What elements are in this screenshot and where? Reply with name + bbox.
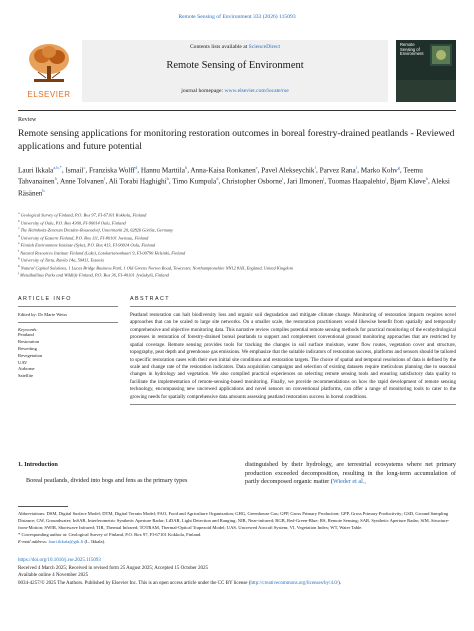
contents-line [82,44,388,50]
affiliation-marker: e [18,241,20,246]
citation-link[interactable]: Wieder et al., [332,478,366,486]
author-separator: , [105,177,109,186]
affiliation-text: Geological Survey of Finland, P.O. Box 97, FI-67101 Kokkola, Finland [19,212,147,218]
keyword-item: Satellite [18,373,34,379]
journal-banner [82,40,388,102]
article-type: Review [18,117,37,123]
intro-right-text: distinguished by their hydrology, are terrestrial ecosystems where net primary production exceeded decomposition, resulting in the long-term accumulation of partly decomposed organic matter ( [245,461,456,486]
affiliation-item [18,211,456,219]
license-prefix: 0034-4257/© 2025 The Authors. Published by Elsevier Inc. This is an open access article under the CC BY license ( [18,580,251,586]
author-affiliation-marker[interactable]: d [135,165,138,170]
affiliation-marker: g [18,256,20,261]
author-separator: , [386,177,391,186]
author-name[interactable]: Jari Ilmonen [286,177,324,186]
author-separator: , [399,166,404,175]
author-name[interactable]: Tuomas Haapalehto [327,177,386,186]
author-name[interactable]: Timo Kumpula [172,177,217,186]
author-affiliation-marker[interactable]: b [425,176,428,182]
affiliation-text: University of Eastern Finland, P.O. Box 111, FI-80101 Joensuu, Finland [19,235,149,241]
author-separator: , [357,166,361,175]
affiliation-marker: j [18,271,19,276]
sciencedirect-link[interactable]: ScienceDirect [248,44,281,50]
author-name[interactable]: Ismail [65,166,84,175]
intro-heading: 1. Introduction [18,461,58,468]
online-date: Available online 4 November 2025 [18,573,89,578]
author-name[interactable]: Franziska Wolff [88,166,136,175]
elsevier-tree-icon [26,42,72,86]
affiliation-marker: a [18,211,20,215]
license-link[interactable]: http://creativecommons.org/licenses/by/4.0/ [250,580,339,586]
affiliation-list [18,211,456,279]
affiliation-item [18,241,456,249]
abstract-section [130,296,456,405]
author-separator: , [283,177,287,186]
homepage-prefix: journal homepage: [181,88,225,94]
affiliation-marker: c [18,226,20,231]
author-separator: , [315,166,320,175]
email-suffix: (L. Ikkala). [83,538,106,544]
author-affiliation-marker[interactable]: g [397,165,400,170]
author-name[interactable]: Marko Kohv [360,166,398,175]
affiliation-text: Natural Capital Solutions, 1 Lucas Bridge Business Park, 1 Old Greens Norton Road, Towcester, Northamptonshire NN12 8AX, England, United Kingdom [19,265,293,271]
author-name[interactable]: Teemu Tahvanainen [18,166,423,186]
footnotes [18,511,456,545]
article-info [18,296,118,380]
author-separator: , [257,166,262,175]
email-link[interactable]: lauri.ikkala@gtk.fi [48,538,84,544]
cover-title: Remote Sensing of Environment [400,42,424,57]
abstract-heading: ABSTRACT [130,296,456,307]
affiliation-item [18,264,456,272]
doi-link[interactable]: https://doi.org/10.1016/j.rse.2025.115093 [18,558,101,563]
author-name[interactable]: Hannu Marttila [140,166,185,175]
affiliation-text: Metsähallitus Parks and Wildlife Finland, P.O. Box 36, FI-40101 Jyväskylä, Finland [18,272,169,278]
affiliation-text: Finnish Environment Institute (Syke), P.O. Box 413, FI-90014 Oulu, Finland [19,242,156,248]
affiliation-item [18,234,456,242]
author-separator: , [61,166,66,175]
author-affiliation-marker[interactable]: f [314,165,316,170]
keyword-list [18,332,118,380]
keyword-item: Airborne [18,366,35,372]
author-name[interactable]: Pavel Alekseychik [261,166,315,175]
affiliation-item [18,249,456,257]
author-name[interactable]: Lauri Ikkala [18,166,54,175]
article-title: Remote sensing applications for monitoring restoration outcomes in boreal forestry-drained peatlands - Reviewed applications and future potential [18,128,455,152]
email-label: E-mail address: [18,538,49,544]
author-affiliation-marker[interactable]: j [323,176,325,182]
author-affiliation-marker[interactable]: j [385,176,387,182]
affiliation-item [18,271,456,279]
affiliation-marker: f [18,248,20,253]
author-separator: , [218,177,222,186]
keyword-item: Peatland [18,332,34,337]
author-name[interactable]: Bjørn Kløve [390,177,426,186]
affiliation-text: Natural Resources Institute Finland (Luke), Latokartanonkaari 9, FI-00790 Helsinki, Finland [19,250,186,256]
affiliation-marker: h [18,263,20,268]
license-line [18,580,456,588]
email-note [18,539,456,546]
author-affiliation-marker[interactable]: a,b,* [53,165,62,170]
author-name[interactable]: Parvez Rana [319,166,356,175]
author-affiliation-marker[interactable]: b [166,176,169,182]
keyword-item: Restoration [18,338,40,344]
affiliation-text: The Helmholtz-Zentrum Dresden-Rossendorf, Untermarkt 20, 02826 Görlitz, Germany [19,227,174,233]
author-separator: , [187,166,191,175]
footer [18,557,456,587]
journal-title: Remote Sensing of Environment [166,60,304,71]
author-separator: , [324,177,328,186]
contents-prefix: Contents lists available at [189,44,249,50]
keyword-item: UAV [18,359,28,365]
author-separator: , [168,177,173,186]
journal-cover-thumbnail[interactable] [396,40,456,102]
author-separator: , [137,166,141,175]
edited-by: Edited by: Dr Marie Weiss [18,307,118,323]
author-affiliation-marker[interactable]: b [42,187,45,193]
header-rule [18,110,456,111]
journal-homepage-link[interactable]: www.elsevier.com/locate/rse [224,88,289,94]
author-affiliation-marker[interactable]: f [103,176,106,182]
author-name[interactable]: Ali Torabi Haghighi [108,177,167,186]
intro-paragraph-left: Boreal peatlands, divided into bogs and fens as the primary types [26,477,188,484]
footnote-rule [18,506,68,507]
author-separator: , [427,177,432,186]
author-list [18,165,456,199]
author-affiliation-marker[interactable]: e [255,165,258,170]
keywords-heading: Keywords: [18,327,38,332]
author-affiliation-marker[interactable]: i [282,176,284,182]
author-affiliation-marker[interactable]: f [355,165,358,170]
author-affiliation-marker[interactable]: c [83,165,86,170]
author-affiliation-marker[interactable]: h [54,176,57,182]
author-name[interactable]: Christopher Osborne [221,177,283,186]
affiliation-marker: b [18,218,20,223]
affiliation-marker: d [18,233,20,238]
license-suffix: ). [338,580,342,586]
affiliation-text: University of Tartu, Ravila 14a, 50411, Estonia [19,257,104,263]
article-info-heading: ARTICLE INFO [18,296,118,307]
intro-paragraph-right [245,461,456,487]
masthead [18,40,456,110]
author-name[interactable]: Anna-Kaisa Ronkanen [190,166,256,175]
keyword-item: Rewetting [18,345,37,351]
affiliation-text: University of Oulu, P.O. Box 4300, FI-90014 Oulu, Finland [19,219,126,225]
author-affiliation-marker[interactable]: b [184,165,188,170]
author-separator: , [56,177,61,186]
keyword-item: Revegetation [18,352,43,358]
homepage-line [82,88,388,94]
elsevier-logo[interactable] [18,40,80,102]
received-dates: Received 4 March 2025; Received in revised form 25 August 2025; Accepted 15 October 2025 [18,565,208,571]
affiliation-item [18,256,456,264]
author-affiliation-marker[interactable]: d [216,176,219,182]
corresponding-author-note: * Corresponding author at: Geological Survey of Finland, P.O. Box 97, FI-67101 Kokkola, Finland. [18,531,202,537]
affiliation-item [18,219,456,227]
abstract-text: Peatland restoration can halt biodiversity loss and organic soil degradation and mitigate climate change. Monitoring of restoration impacts requires novel approaches that can be scaled to large site networks. On a smaller scale, the restoration practitioners would likewise benefit from spatially and temporally comprehensive and objective monitoring data. This narrative review compiles potential remote sensing methods for practical monitoring of the ecohydrological processes in restoration of forestry-drained boreal peatlands to support and complement conventional ground monitoring approaches that are restricted by spatial coverage. Remote sensing provides tools for tracking the changes in soil surface moisture, water flow routes, vegetation cover and structure, topography, peat depth and greenhouse gas emissions. We emphasize that the suitable indicators of restoration success, platforms and sensors should be tailored to specific restoration cases with their own initial site conditions and restoration targets. The choice of spatial and temporal resolutions of data is defined by the scale and change rate of the restoration indicators. Data acquisition campaigns and selection of existing datasets require meticulous planning due to seasonal changes in hydrology and vegetation. We also compiled practical experiences on selecting remote sensing tools and ensuring satisfactory data quality to facilitate the implementation of remote-sensing-based monitoring. Finally, we provide recommendations on how the rapid development of remote sensing technology, encompassing new uncrewed applications and novel sensors on conventional platforms, can offer a range of monitoring tools to cater to the growing needs for spatially comprehensive data amounts assessing peatland restoration success in boreal conditions. [130,307,456,405]
author-separator: , [85,166,89,175]
abbreviations-note: Abbreviations: DSM, Digital Surface Model; DTM, Digital Terrain Model; FAO, Food and Agriculture Organization; GHG, Greenhouse Gas; GPP, Gross Primary Production; GPP, Gross Primary Productivity; GSD, Ground Sampling Distance; GW, Groundwater; InSAR, Interferometric Synthetic Aperture Radar; LiDAR, Light Detection and Ranging; NIR, Near-infrared; RGB, Red-Green-Blue; RS, Remote Sensing; SAR, Synthetic Aperture Radar; SfM, Structure-from-Motion; SWIR, Shortwave Infrared; TIR, Thermal Infrared; TOTRAM, Thermal-Optical Trapezoid Model; UAS, Uncrewed Aircraft System; VI, Vegetation Index; WT, Water Table. [18,511,450,530]
elsevier-wordmark: ELSEVIER [27,90,71,99]
citation-line[interactable]: Remote Sensing of Environment 333 (2026) 115093 [178,14,296,20]
author-name[interactable]: Anne Tolvanen [60,177,104,186]
affiliation-item [18,226,456,234]
author-name[interactable]: Aleksi Räsänen [18,177,450,198]
